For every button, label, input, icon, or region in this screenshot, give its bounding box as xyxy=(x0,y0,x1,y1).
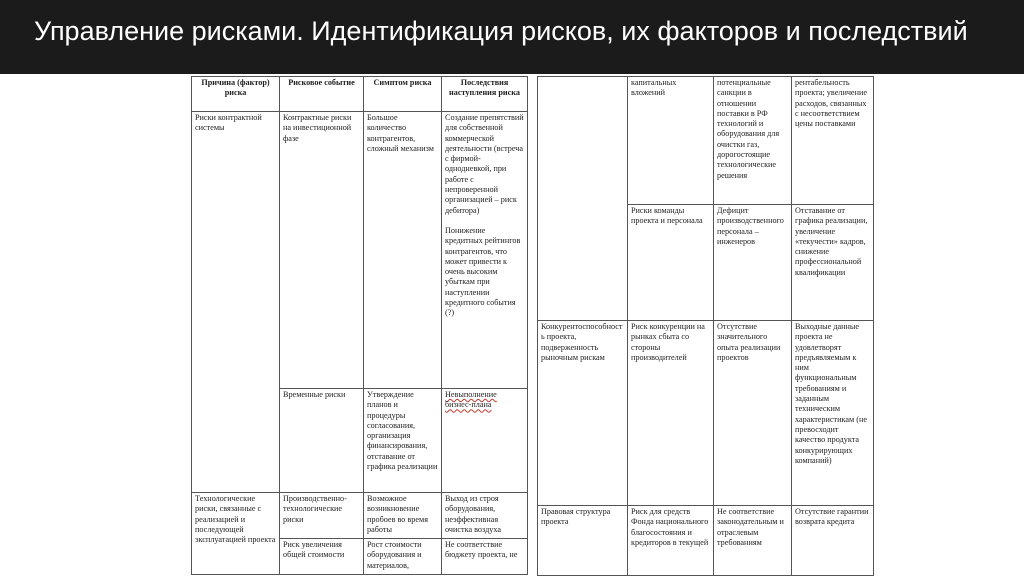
risk-table-left xyxy=(191,76,528,575)
consequence-cell xyxy=(442,112,528,389)
consequence-text: Создание препятствий для собственной коммерческой деятельности (встреча с фирмой-однодневкой, при работе с непроверенной организацией – риск дебитора) xyxy=(445,113,524,215)
event-cell: Временные риски xyxy=(280,389,364,493)
table-row xyxy=(538,506,874,576)
cause-cell: Конкурентоспособность проекта, подверженность рыночным рискам xyxy=(538,321,628,506)
symptom-cell: Утверждение планов и процедуры согласования, организация финансирования, отставание от графика реализации xyxy=(364,389,442,493)
symptom-cell: Не соответствие законодательным и отраслевым требованиям xyxy=(714,506,792,576)
cause-cell xyxy=(538,77,628,321)
cause-cell: Риски контрактной системы xyxy=(192,112,280,493)
consequence-cell: рентабельность проекта; увеличение расходов, связанных с несоответствием цены поставками xyxy=(792,77,874,205)
cause-cell: Технологические риски, связанные с реализацией и последующей эксплуатацией проекта xyxy=(192,493,280,575)
symptom-cell: Отсутствие значительного опыта реализации проектов xyxy=(714,321,792,506)
event-cell: Производственно-технологические риски xyxy=(280,493,364,539)
header-cell: Рисковое событие xyxy=(280,77,364,112)
table-row xyxy=(192,112,528,389)
consequence-text: Понижение кредитных рейтингов контрагентов, что может привести к очень высоким убыткам при наступлении кредитного события (?) xyxy=(445,225,521,318)
consequence-cell xyxy=(442,389,528,493)
event-cell: Риск для средств Фонда национального благосостояния и кредиторов в текущей xyxy=(628,506,714,576)
table-header-row xyxy=(192,77,528,112)
symptom-cell: Дефицит производственного персонала – инженеров xyxy=(714,205,792,321)
event-cell: Риск увеличения общей стоимости xyxy=(280,539,364,575)
consequence-cell: Отсутствие гарантии возврата кредита xyxy=(792,506,874,576)
consequence-text: Невыполнение бизнес-плана xyxy=(445,390,497,410)
symptom-cell: Большое количество контрагентов, сложный механизм xyxy=(364,112,442,389)
symptom-cell: потенциальные санкции в отношении поставки в РФ технологий и оборудования для очистки газ, дорогостоящие технологические решения xyxy=(714,77,792,205)
consequence-cell: Выходные данные проекта не удовлетворят предъявляемым к ним функциональным требованиям и заданным техническим характеристикам (не превосходит качество продукта конкурирующих компаний) xyxy=(792,321,874,506)
event-cell: капитальных вложений xyxy=(628,77,714,205)
symptom-cell: Рост стоимости оборудования и материалов, xyxy=(364,539,442,575)
header-cell: Причина (фактор) риска xyxy=(192,77,280,112)
header-cell: Последствия наступления риска xyxy=(442,77,528,112)
table-row xyxy=(538,77,874,205)
symptom-cell: Возможное возникновение пробоев во время работы xyxy=(364,493,442,539)
slide-title: Управление рисками. Идентификация рисков, их факторов и последствий xyxy=(34,16,968,46)
table-row xyxy=(192,493,528,539)
event-cell: Риски команды проекта и персонала xyxy=(628,205,714,321)
consequence-cell: Отставание от графика реализации, увеличение «текучести» кадров, снижение профессиональной квалификации xyxy=(792,205,874,321)
table-row xyxy=(538,321,874,506)
header-cell: Симптом риска xyxy=(364,77,442,112)
slide-header xyxy=(0,0,1024,74)
consequence-cell: Не соответствие бюджету проекта, не xyxy=(442,539,528,575)
risk-table-right xyxy=(537,76,874,576)
event-cell: Риск конкуренции на рынках сбыта со стороны производителей xyxy=(628,321,714,506)
consequence-cell: Выход из строя оборудования, неэффективная очистка воздуха xyxy=(442,493,528,539)
cause-cell: Правовая структура проекта xyxy=(538,506,628,576)
event-cell: Контрактные риски на инвестиционной фазе xyxy=(280,112,364,389)
